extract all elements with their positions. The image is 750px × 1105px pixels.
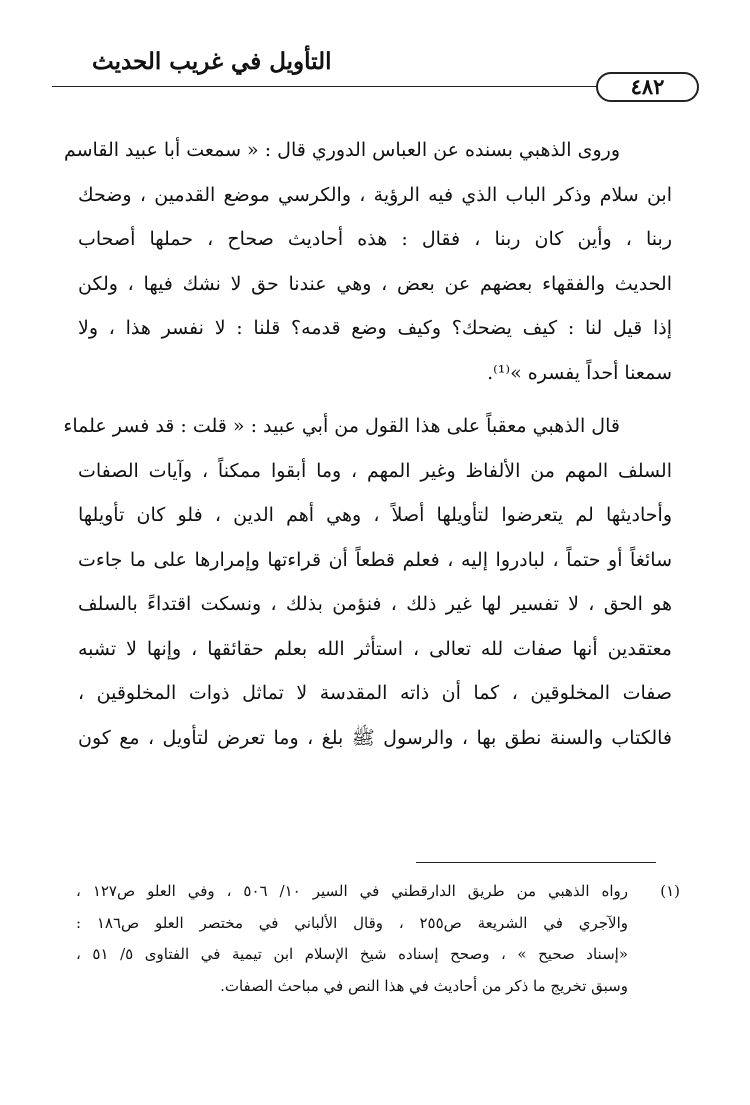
text-line: الحديث والفقهاء بعضهم عن بعض ، وهي عندنا حق لا نشك فيها ، ولكن [78,272,673,295]
footnotes [76,876,680,1002]
text-line: قال الذهبي معقباً على هذا القول من أبي عبيد : « قلت : قد فسر علماء [63,415,620,437]
paragraph [63,128,673,395]
running-title: التأويل في غريب الحديث [92,48,332,75]
text-line: ابن سلام وذكر الباب الذي فيه الرؤية ، والكرسي موضع القدمين ، وضحك [78,183,672,206]
text-line: فالكتاب والسنة نطق بها ، والرسول ﷺ بلغ ، وما تعرض لتأويل ، مع كون [78,726,672,749]
text-line: معتقدين أنها صفات لله تعالى ، استأثر الله بعلم حقائقها ، وإنها لا تشبه [78,637,672,660]
text-line: إذا قيل لنا : كيف يضحك؟ وكيف وضع قدمه؟ قلنا : لا نفسر هذا ، ولا [78,317,672,339]
text-line: وروى الذهبي بسنده عن العباس الدوري قال : « سمعت أبا عبيد القاسم [63,139,620,161]
text-line: هو الحق ، لا تفسير لها غير ذلك ، فنؤمن بذلك ، ونسكت اقتداءً بالسلف [78,593,672,615]
paragraph [63,404,672,760]
text-line: صفات المخلوقين ، كما أن ذاته المقدسة لا تماثل ذوات المخلوقين ، [78,682,672,704]
text-line: ربنا ، وأين كان ربنا ، فقال : هذه أحاديث صحاح ، حملها أصحاب [78,228,672,250]
page-number: ٤٨٢ [596,72,699,102]
footnote-marker: (١) [660,882,680,900]
header-rule [52,86,598,87]
main-text [63,128,673,760]
page-header [42,44,708,102]
text-line: السلف المهم من الألفاظ وغير المهم ، وما أبقوا ممكناً ، وآيات الصفات [78,459,672,482]
footnote-line: وسبق تخريج ما ذكر من أحاديث في هذا النص في مباحث الصفات. [220,976,628,995]
text-line: سمعنا أحداً يفسره »⁽¹⁾. [487,361,672,384]
text-line: سائغاً أو حتماً ، لبادروا إليه ، فعلم قطعاً أن قراءتها وإمرارها على ما جاءت [78,548,672,571]
footnote-separator [416,862,656,863]
footnote-line: رواه الذهبي من طريق الدارقطني في السير ١٠/ ٥٠٦ ، وفي العلو ص١٢٧ ، [76,882,629,900]
footnote [76,876,680,1002]
footnote-line: والآجري في الشريعة ص٢٥٥ ، وقال الألباني في مختصر العلو ص١٨٦ : [76,913,628,932]
footnote-line: «إسناد صحيح » ، وصحح إسناده شيخ الإسلام ابن تيمية في الفتاوى ٥/ ٥١ ، [76,945,629,963]
text-line: وأحاديثها لم يتعرضوا لتأويلها أصلاً ، وهي أهم الدين ، فلو كان تأويلها [78,504,672,526]
